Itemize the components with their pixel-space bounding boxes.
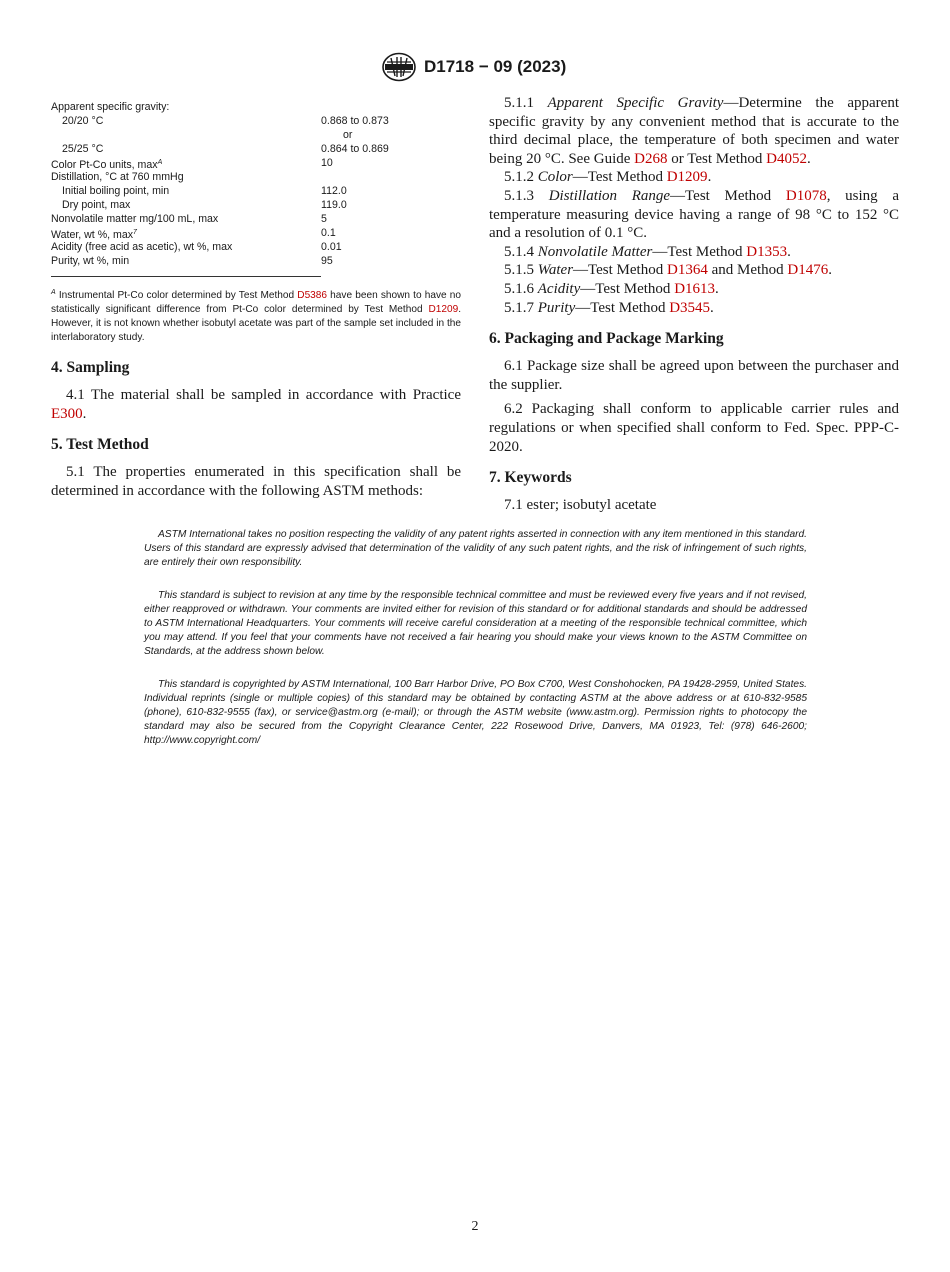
section-heading-packaging: 6. Packaging and Package Marking [489,330,724,348]
link-d268[interactable]: D268 [634,150,668,167]
table-row: Initial boiling point, min 112.0 [62,185,347,197]
paragraph-5-1-3: 5.1.3 Distillation Range—Test Method D1078, using a temperature measuring device having a range of 98 °C to 152 °C and a resolution of 0.1 °C. [489,187,899,242]
paragraph-7-1: 7.1 ester; isobutyl acetate [504,497,657,514]
table-row: Color Pt-Co units, $\max^A$ 10 [51,157,333,171]
paragraph-5-1-7: 5.1.7 Purity—Test Method D3545. [504,299,714,316]
footnote-marker: A [51,289,56,296]
table-row: Nonvolatile matter mg/100 mL, max 5 [51,213,327,225]
paragraph-4-1: 4.1 The material shall be sampled in accordance with Practice E300. [51,387,461,422]
specification-table [51,100,411,268]
table-row: Distillation, °C at 760 mmHg [51,171,184,183]
table-row: 25/25 °C 0.864 to 0.869 [62,143,389,155]
footnote-ref[interactable]: A [157,159,163,166]
section-heading-sampling: 4. Sampling [51,359,130,376]
table-row: Water, wt %, $\max^7$ 0.1 [51,227,336,241]
section-heading-test-method: 5. Test Method [51,436,149,454]
table-row: 20/20 °C 0.868 to 0.873 [62,115,389,127]
footnote-ref[interactable]: 7 [133,229,137,236]
table-footnote: $^A$ Instrumental Pt-Co color determined by Test Method D5386 have been shown to have no statistically significant difference from Pt-Co color determined by Test Method D1209. However, it is not known whether isobutyl acetate was part of the sample set included in the interlaboratory study. [51,289,461,343]
table-row: Dry point, max 119.0 [62,199,347,211]
link-d1209[interactable]: D1209 [428,304,459,315]
paragraph-5-1: 5.1 The properties enumerated in this specification shall be determined in accordance with the following ASTM methods: [51,464,461,499]
copyright-notice: This standard is copyrighted by ASTM International, 100 Barr Harbor Drive, PO Box C700, West Conshohocken, PA 19428-2959, United States. Individual reprints (single or multiple copies) of this standard may be obtained by contacting ASTM at the above address or at 610-832-9585 (phone), 610-832-9555 (fax), or service@astm.org (e-mail); or through the ASTM website (www.astm.org). Permission rights to photocopy the standard may also be secured from the Copyright Clearance Center, 222 Rosewood Drive, Danvers, MA 01923, Tel: (978) 646-2600; http://www.copyright.com/ [144,679,807,746]
link-e300[interactable]: E300 [51,405,83,422]
section-heading-keywords: 7. Keywords [489,469,572,487]
paragraph-5-1-4: 5.1.4 Nonvolatile Matter—Test Method D1353. [504,243,791,260]
page-number: 2 [471,1219,479,1234]
footnote-divider [51,276,321,277]
table-row: or [343,129,353,141]
patent-notice: ASTM International takes no position respecting the validity of any patent rights asserted in connection with any item mentioned in this standard. Users of this standard are expressly advised that determination of the validity of any such patent rights, and the risk of infringement of such rights, are entirely their own responsibility. [144,529,807,568]
link-d5386[interactable]: D5386 [297,290,328,301]
table-row: Apparent specific gravity: [51,101,170,113]
paragraph-6-1: 6.1 Package size shall be agreed upon between the purchaser and the supplier. [489,358,899,393]
paragraph-5-1-2: 5.1.2 Color—Test Method D1209. [504,169,712,186]
link-d1613[interactable]: D1613 [674,280,716,297]
link-d4052[interactable]: D4052 [766,150,808,167]
paragraph-6-2: 6.2 Packaging shall conform to applicable carrier rules and regulations or when specified shall conform to Fed. Spec. PPP-C-2020. [489,401,899,455]
link-d1078[interactable]: D1078 [785,187,827,204]
table-row: Purity, wt %, min 95 [51,255,333,267]
link-d1209[interactable]: D1209 [666,169,708,186]
paragraph-5-1-1: 5.1.1 Apparent Specific Gravity—Determine the apparent specific gravity by any convenient method that is accurate to the third decimal place, the temperature of both specimen and water being 20 °C. See Guide D268 or Test Method D4052. [489,95,899,167]
page-header [0,50,950,84]
link-d1353[interactable]: D1353 [746,243,788,260]
paragraph-5-1-5: 5.1.5 Water—Test Method D1364 and Method D1476. [504,262,832,279]
revision-notice: This standard is subject to revision at any time by the responsible technical committee and must be reviewed every five years and if not revised, either reapproved or withdrawn. Your comments are invited either for revision of this standard or for additional standards and should be addressed to ASTM International Headquarters. Your comments will receive careful consideration at a meeting of the responsible technical committee, which you may attend. If you feel that your comments have not received a fair hearing you should make your views known to the ASTM Committee on Standards, at the address shown below. [144,590,807,657]
link-d1364[interactable]: D1364 [666,262,708,279]
astm-logo-icon [381,52,417,82]
left-column [51,358,461,500]
link-d3545[interactable]: D3545 [669,299,711,316]
paragraph-5-1-6: 5.1.6 Acidity—Test Method D1613. [504,280,719,297]
right-column [489,94,899,515]
document-id: D1718 − 09 (2023) [424,57,567,76]
table-row: Acidity (free acid as acetic), wt %, max 0.01 [51,241,342,253]
link-d1476[interactable]: D1476 [787,262,829,279]
